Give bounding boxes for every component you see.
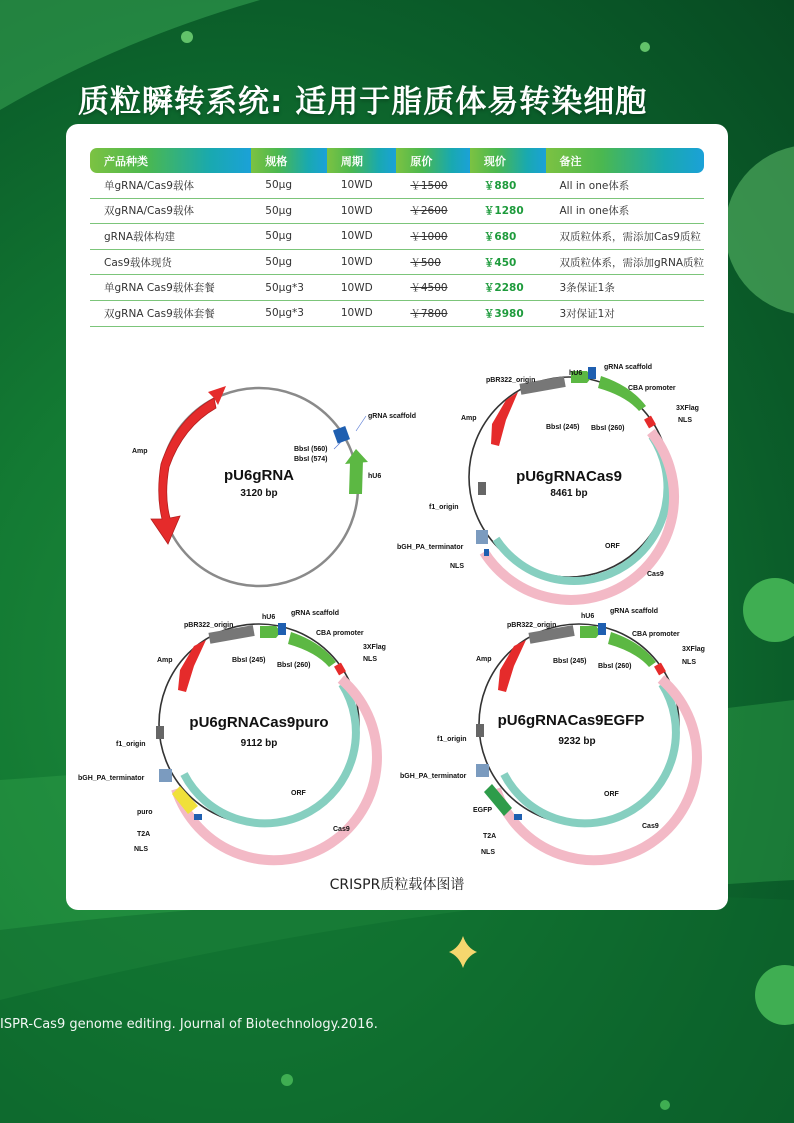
cell-spec: 50μg <box>251 173 327 198</box>
label-cas9: Cas9 <box>647 571 664 578</box>
orf-feature <box>496 436 667 581</box>
map-title: pU6gRNACas9puro <box>189 714 329 731</box>
plasmid-map-pu6grnacas9egfp <box>400 608 705 860</box>
cell-product: 单gRNA/Cas9载体 <box>90 173 251 198</box>
col-header: 现价 <box>470 148 546 173</box>
label-puro: puro <box>137 809 153 816</box>
hu6-feature <box>260 626 281 638</box>
cell-note: All in one体系 <box>546 173 705 198</box>
map-title: pU6gRNACas9EGFP <box>497 712 645 729</box>
cell-original-price: ￥4500 <box>396 275 470 301</box>
col-header: 原价 <box>396 148 470 173</box>
cell-original-price: ￥500 <box>396 249 470 275</box>
cell-current-price: ￥3980 <box>470 300 546 326</box>
label-t2a: T2A <box>483 833 497 840</box>
label-grna-scaffold: gRNA scaffold <box>610 608 658 615</box>
map-title: pU6gRNA <box>224 467 294 484</box>
col-header: 规格 <box>251 148 327 173</box>
orf-feature <box>184 684 356 823</box>
cell-spec: 50μg <box>251 249 327 275</box>
label-amp: Amp <box>461 415 477 422</box>
label-pbr322: pBR322_origin <box>507 622 557 629</box>
col-header: 产品种类 <box>90 148 251 173</box>
cell-product: Cas9载体现货 <box>90 249 251 275</box>
col-header: 周期 <box>327 148 397 173</box>
bgh-feature <box>476 764 489 777</box>
plasmid-maps <box>66 124 728 910</box>
label-orf: ORF <box>605 543 620 550</box>
label-bbsi-260: BbsI (260) <box>277 662 311 669</box>
amp-feature <box>498 640 526 692</box>
cell-cycle: 10WD <box>327 224 397 250</box>
label-bgh: bGH_PA_terminator <box>400 773 467 780</box>
label-hu6: hU6 <box>368 473 382 480</box>
map-size: 9112 bp <box>240 738 278 749</box>
cas9-feature <box>484 432 674 600</box>
grna-scaffold-feature <box>278 623 286 635</box>
amp-feature <box>151 398 216 544</box>
f1-feature <box>476 724 484 737</box>
cell-note: 3对保证1对 <box>546 300 705 326</box>
label-hu6: hU6 <box>262 614 276 621</box>
figure-caption: CRISPR质粒载体图谱 <box>329 877 465 893</box>
label-hu6: hU6 <box>569 370 583 377</box>
label-bgh: bGH_PA_terminator <box>78 775 145 782</box>
label-bgh: bGH_PA_terminator <box>397 544 464 551</box>
label-orf: ORF <box>604 791 619 798</box>
cell-cycle: 10WD <box>327 300 397 326</box>
cell-product: 双gRNA/Cas9载体 <box>90 198 251 224</box>
cell-original-price: ￥7800 <box>396 300 470 326</box>
hu6-feature <box>580 626 601 638</box>
cell-spec: 50μg*3 <box>251 300 327 326</box>
cell-note: 双质粒体系，需添加Cas9质粒 <box>546 224 705 250</box>
bgh-feature <box>476 530 488 544</box>
label-grna-scaffold: gRNA scaffold <box>368 413 416 420</box>
map-title: pU6gRNACas9 <box>516 468 622 485</box>
cell-cycle: 10WD <box>327 249 397 275</box>
label-nls: NLS <box>678 417 692 424</box>
cell-current-price: ￥2280 <box>470 275 546 301</box>
cell-current-price: ￥680 <box>470 224 546 250</box>
cell-original-price: ￥1000 <box>396 224 470 250</box>
label-amp: Amp <box>157 657 173 664</box>
label-grna-scaffold: gRNA scaffold <box>604 364 652 371</box>
cell-note: 双质粒体系，需添加gRNA质粒 <box>546 249 705 275</box>
cell-current-price: ￥880 <box>470 173 546 198</box>
plasmid-map-pu6grnacas9 <box>397 364 699 600</box>
cba-feature <box>598 376 646 411</box>
reference-text: ISPR-Cas9 genome editing. Journal of Biotechnology.2016. <box>0 1017 378 1032</box>
label-f1-origin: f1_origin <box>437 736 467 743</box>
col-header: 备注 <box>546 148 705 173</box>
label-bbsi-245: BbsI (245) <box>232 657 266 664</box>
label-nls: NLS <box>682 659 696 666</box>
map-size: 8461 bp <box>550 488 588 499</box>
label-cba: CBA promoter <box>628 385 676 392</box>
label-3xflag: 3XFlag <box>682 646 705 653</box>
label-cas9: Cas9 <box>642 823 659 830</box>
label-cas9: Cas9 <box>333 826 350 833</box>
content-card <box>66 124 728 910</box>
label-nls: NLS <box>363 656 377 663</box>
cell-spec: 50μg <box>251 198 327 224</box>
label-grna-scaffold: gRNA scaffold <box>291 610 339 617</box>
cell-original-price: ￥1500 <box>396 173 470 198</box>
cell-cycle: 10WD <box>327 198 397 224</box>
label-3xflag: 3XFlag <box>363 644 386 651</box>
label-3xflag: 3XFlag <box>676 405 699 412</box>
cell-cycle: 10WD <box>327 173 397 198</box>
label-nls: NLS <box>450 563 464 570</box>
label-bbsi-260: BbsI (260) <box>598 663 632 670</box>
label-pbr322: pBR322_origin <box>184 622 234 629</box>
label-cba: CBA promoter <box>632 631 680 638</box>
cell-original-price: ￥2600 <box>396 198 470 224</box>
label-t2a: T2A <box>137 831 151 838</box>
label-bbsi-245: BbsI (245) <box>553 658 587 665</box>
cell-product: gRNA载体构建 <box>90 224 251 250</box>
map-size: 9232 bp <box>558 736 596 747</box>
cell-note: All in one体系 <box>546 198 705 224</box>
cell-spec: 50μg*3 <box>251 275 327 301</box>
label-bbsi-245: BbsI (245) <box>546 424 580 431</box>
cell-note: 3条保证1条 <box>546 275 705 301</box>
f1-feature <box>156 726 164 739</box>
plasmid-map-pu6grnacas9puro <box>78 610 386 860</box>
orf-feature <box>504 684 676 823</box>
grna-scaffold-feature <box>588 367 596 379</box>
f1-feature <box>478 482 486 495</box>
amp-feature <box>178 640 206 692</box>
bgh-feature <box>159 769 172 782</box>
cell-product: 单gRNA Cas9载体套餐 <box>90 275 251 301</box>
label-orf: ORF <box>291 790 306 797</box>
label-bbsi-260: BbsI (260) <box>591 425 625 432</box>
label-egfp: EGFP <box>473 807 493 814</box>
label-amp: Amp <box>132 448 148 455</box>
label-f1-origin: f1_origin <box>116 741 146 748</box>
label-cba: CBA promoter <box>316 630 364 637</box>
cell-current-price: ￥450 <box>470 249 546 275</box>
cell-cycle: 10WD <box>327 275 397 301</box>
label-bbsi-560: BbsI (560) <box>294 446 328 453</box>
label-hu6: hU6 <box>581 613 595 620</box>
cell-spec: 50μg <box>251 224 327 250</box>
cell-product: 双gRNA Cas9载体套餐 <box>90 300 251 326</box>
plasmid-map-pu6grna <box>132 386 416 586</box>
map-size: 3120 bp <box>240 488 278 499</box>
label-nls: NLS <box>134 846 148 853</box>
grna-scaffold-feature <box>598 623 606 635</box>
label-bbsi-574: BbsI (574) <box>294 456 328 463</box>
label-nls: NLS <box>481 849 495 856</box>
cell-current-price: ￥1280 <box>470 198 546 224</box>
label-f1-origin: f1_origin <box>429 504 459 511</box>
hu6-feature <box>349 460 363 494</box>
label-pbr322: pBR322_origin <box>486 377 536 384</box>
page-title: 质粒瞬转系统: 适用于脂质体易转染细胞 <box>78 84 648 120</box>
label-amp: Amp <box>476 656 492 663</box>
